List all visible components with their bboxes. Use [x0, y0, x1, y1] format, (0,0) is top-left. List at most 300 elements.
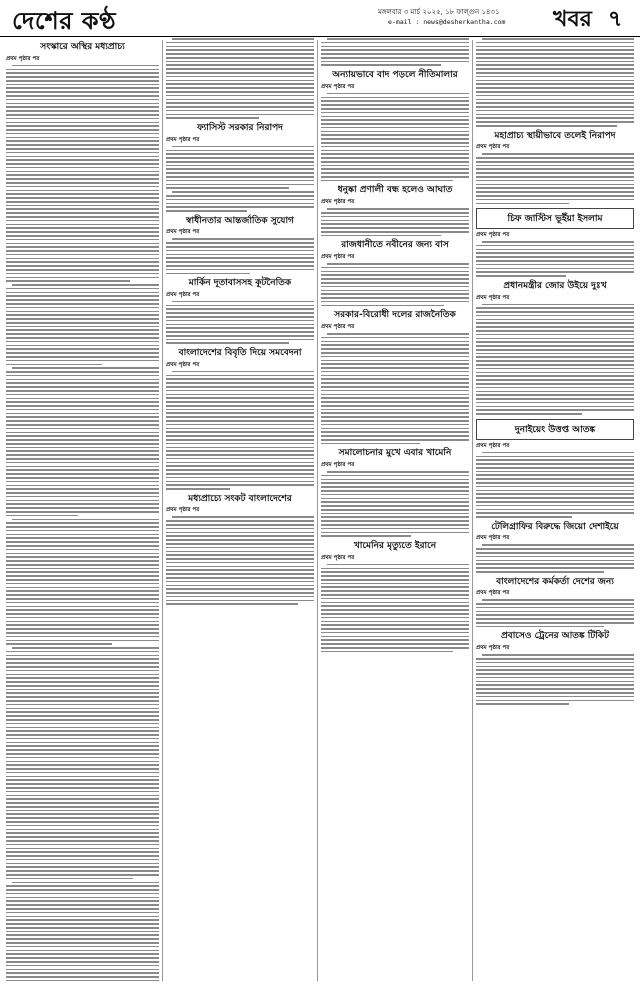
text-line — [6, 900, 159, 902]
text-line — [6, 265, 159, 267]
text-line — [6, 700, 159, 702]
text-line — [476, 76, 634, 78]
text-line — [166, 64, 314, 66]
article-paragraph — [321, 93, 469, 182]
text-line — [166, 458, 314, 460]
column-divider — [162, 40, 163, 981]
article-byline: প্রথম পৃষ্ঠার পর — [166, 229, 200, 236]
article-headline[interactable]: সরকার-বিরোধী দলের রাজনৈতিক — [334, 310, 456, 321]
text-line — [321, 513, 469, 515]
text-line — [6, 685, 159, 687]
text-line — [321, 590, 469, 592]
article — [321, 310, 469, 444]
text-line — [321, 271, 469, 273]
article-byline: প্রথম পৃষ্ঠার পর — [476, 590, 510, 597]
text-line — [6, 640, 159, 642]
text-line — [6, 692, 159, 694]
text-line — [166, 68, 314, 70]
text-line — [166, 308, 314, 310]
text-line — [6, 613, 159, 615]
text-line — [321, 375, 469, 377]
article-byline: প্রথম পৃষ্ঠার পর — [476, 232, 510, 239]
text-line — [321, 356, 469, 358]
text-line — [6, 398, 159, 400]
text-line — [321, 131, 469, 133]
article-byline: প্রথম পৃষ্ঠার পর — [476, 645, 510, 652]
article-byline: প্রথম পৃষ্ঠার পর — [476, 144, 510, 151]
text-line — [476, 172, 634, 174]
text-line — [476, 61, 634, 63]
text-line — [6, 80, 159, 82]
text-line — [166, 250, 314, 252]
text-line — [166, 269, 314, 271]
article-headline[interactable]: সংস্কারে অস্থির মধ্যপ্রাচ্য — [40, 42, 125, 52]
text-line — [321, 535, 411, 537]
text-line — [166, 409, 314, 411]
text-line — [476, 99, 634, 101]
article-headline[interactable]: রাজধানীতে নবীনের জন্য বাস — [341, 240, 449, 251]
text-line — [321, 231, 469, 233]
text-line — [166, 424, 314, 426]
text-line — [476, 383, 634, 385]
article-byline: প্রথম পৃষ্ঠার পর — [321, 83, 355, 90]
text-line — [166, 150, 314, 152]
article-paragraph — [166, 238, 314, 274]
text-line — [321, 64, 441, 66]
text-line — [321, 501, 469, 503]
article-byline: প্রথম পৃষ্ঠার পর — [321, 254, 355, 261]
text-line — [6, 428, 159, 430]
text-line — [321, 528, 469, 530]
text-line — [6, 749, 159, 751]
article-paragraph — [6, 519, 159, 645]
text-line — [6, 643, 112, 645]
column-3 — [321, 38, 469, 981]
text-line — [476, 391, 634, 393]
text-line — [6, 878, 133, 880]
article — [476, 38, 634, 127]
text-line — [476, 372, 634, 374]
text-line — [166, 603, 298, 605]
article-paragraph — [476, 654, 634, 705]
text-line — [166, 547, 314, 549]
text-line — [6, 556, 159, 558]
text-line — [166, 80, 314, 82]
newspaper-logo: দেশের কণ্ঠ — [12, 6, 117, 35]
text-line — [476, 571, 604, 573]
text-line — [6, 893, 159, 895]
text-line — [476, 334, 634, 336]
text-line — [476, 360, 634, 362]
text-line — [6, 708, 159, 710]
text-line — [476, 618, 634, 620]
text-line — [6, 908, 159, 910]
text-line — [321, 337, 469, 339]
text-line — [327, 208, 469, 210]
text-line — [321, 568, 469, 570]
text-line — [6, 617, 159, 619]
text-line — [6, 965, 159, 967]
text-line — [166, 265, 314, 267]
article-headline[interactable]: মার্কিন দূতাবাসসহ কূটনৈতিক — [188, 278, 292, 289]
text-line — [6, 889, 159, 891]
text-line — [6, 231, 159, 233]
text-line — [6, 390, 159, 392]
text-line — [166, 484, 314, 486]
text-line — [321, 647, 469, 649]
text-line — [6, 522, 159, 524]
text-line — [166, 375, 314, 377]
text-line — [6, 772, 159, 774]
text-line — [166, 305, 314, 307]
article-headline[interactable]: দুনাইয়েং উত্তপ্ত আতঙ্ক — [476, 419, 634, 440]
article — [476, 419, 634, 518]
text-line — [6, 821, 159, 823]
text-line — [166, 435, 314, 437]
issue-date: মঙ্গলবার ৩ মার্চ ২০২৫, ১৮ ফাল্গুন ১৪৩১ — [378, 8, 500, 16]
text-line — [6, 110, 159, 112]
text-line — [476, 413, 582, 415]
text-line — [6, 295, 159, 297]
text-line — [476, 87, 634, 89]
column-4 — [476, 38, 634, 981]
text-line — [6, 950, 159, 952]
text-line — [6, 95, 159, 97]
text-line — [327, 38, 469, 40]
article — [321, 70, 469, 181]
text-line — [166, 401, 314, 403]
text-line — [6, 72, 159, 74]
article-headline[interactable]: বাংলাদেশের বিবৃতি দিয়ে সমবেদনা — [178, 348, 302, 359]
text-line — [166, 443, 314, 445]
article-paragraph — [321, 38, 469, 66]
text-line — [6, 938, 159, 940]
text-line — [6, 375, 159, 377]
text-line — [6, 148, 159, 150]
text-line — [321, 363, 469, 365]
text-line — [321, 344, 469, 346]
text-line — [166, 42, 314, 44]
text-line — [327, 564, 469, 566]
text-line — [6, 469, 159, 471]
text-line — [476, 563, 634, 565]
text-line — [321, 412, 469, 414]
article-paragraph — [476, 153, 634, 204]
text-line — [6, 307, 159, 309]
text-line — [476, 560, 634, 562]
text-line — [166, 195, 314, 197]
text-line — [6, 364, 102, 366]
text-line — [6, 197, 159, 199]
text-line — [166, 161, 314, 163]
text-line — [172, 516, 314, 518]
text-line — [321, 267, 469, 269]
text-line — [6, 836, 159, 838]
text-line — [476, 463, 634, 465]
text-line — [321, 575, 469, 577]
text-line — [166, 397, 314, 399]
text-line — [6, 235, 159, 237]
text-line — [476, 456, 634, 458]
article-headline[interactable]: প্রধানমন্ত্রীর জোর উইয়ে দুঃখ — [503, 280, 607, 291]
text-line — [6, 159, 159, 161]
article-paragraph — [166, 371, 314, 490]
text-line — [166, 49, 314, 51]
text-line — [172, 191, 314, 193]
text-line — [6, 874, 159, 876]
text-line — [6, 69, 159, 71]
text-line — [327, 263, 469, 265]
text-line — [6, 961, 159, 963]
text-line — [321, 505, 469, 507]
text-line — [166, 176, 314, 178]
text-line — [6, 840, 159, 842]
text-line — [321, 643, 469, 645]
text-line — [166, 524, 314, 526]
text-line — [476, 260, 634, 262]
text-line — [321, 390, 469, 392]
text-line — [476, 264, 634, 266]
article-paragraph — [166, 301, 314, 344]
text-line — [476, 478, 634, 480]
text-line — [6, 711, 159, 713]
article-headline[interactable]: প্রবাসেও ট্রেনের আতঙ্ক টিকিট — [500, 631, 610, 642]
text-line — [6, 681, 159, 683]
article-headline[interactable]: বাংলাদেশের কর্মকর্তা দেশের জন্য — [496, 576, 614, 587]
text-line — [166, 157, 314, 159]
text-line — [6, 424, 159, 426]
text-line — [6, 401, 159, 403]
text-line — [6, 541, 159, 543]
text-line — [476, 57, 634, 59]
text-line — [166, 431, 314, 433]
text-line — [321, 49, 469, 51]
article-byline: প্রথম পৃষ্ঠার পর — [321, 324, 355, 331]
text-line — [476, 46, 634, 48]
text-line — [166, 342, 289, 344]
text-line — [6, 583, 159, 585]
article-headline[interactable]: ফ্যাসিস্ট সরকার নিরাপদ — [197, 123, 283, 133]
text-line — [6, 866, 159, 868]
text-line — [166, 592, 314, 594]
text-line — [321, 651, 453, 653]
article-headline[interactable]: সমালোচনার মুখে এবার খামেনি — [338, 448, 452, 459]
text-line — [321, 112, 469, 114]
text-line — [166, 543, 314, 545]
text-line — [321, 628, 469, 630]
text-line — [321, 53, 469, 55]
text-line — [476, 467, 634, 469]
text-line — [6, 696, 159, 698]
text-line — [321, 348, 469, 350]
text-line — [476, 319, 634, 321]
text-line — [166, 273, 250, 275]
article — [166, 123, 314, 212]
text-line — [166, 428, 314, 430]
article — [321, 185, 469, 236]
text-line — [476, 471, 634, 473]
text-line — [6, 326, 159, 328]
text-line — [6, 212, 159, 214]
text-line — [172, 238, 314, 240]
text-line — [476, 505, 634, 507]
article — [476, 208, 634, 277]
text-line — [6, 227, 159, 229]
article-headline[interactable]: অন্যায়ভাবে বাদ পড়লে নীতিমালার — [332, 70, 458, 81]
text-line — [476, 666, 634, 668]
text-line — [6, 333, 159, 335]
text-line — [166, 320, 314, 322]
text-line — [476, 330, 634, 332]
text-line — [166, 600, 314, 602]
text-line — [6, 549, 159, 551]
text-line — [476, 191, 634, 193]
text-line — [6, 795, 159, 797]
text-line — [6, 621, 159, 623]
text-line — [476, 700, 634, 702]
text-line — [6, 216, 159, 218]
text-line — [6, 144, 159, 146]
text-line — [476, 607, 634, 609]
article-headline[interactable]: টেলিগ্রাফির বিরুদ্ধে জিয়ো দেশাইয়ে — [491, 521, 619, 532]
text-line — [6, 897, 159, 899]
text-line — [6, 942, 159, 944]
text-line — [166, 412, 314, 414]
text-line — [321, 636, 469, 638]
text-line — [6, 473, 159, 475]
text-line — [166, 172, 314, 174]
article-headline[interactable]: চিফ জাস্টিস ভূইঁয়া ইসলাম — [476, 208, 634, 229]
text-line — [476, 165, 634, 167]
contact-email[interactable]: e-mail : news@desherkantha.com — [388, 18, 506, 26]
text-line — [327, 333, 469, 335]
text-line — [166, 87, 314, 89]
text-line — [6, 481, 159, 483]
article-headline[interactable]: মহাপ্রাচ্য স্থায়ীভাবে তলেই নিরাপদ — [494, 130, 616, 141]
text-line — [321, 490, 469, 492]
text-line — [476, 187, 634, 189]
column-divider — [317, 40, 318, 981]
text-line — [6, 91, 159, 93]
text-line — [166, 76, 314, 78]
article — [166, 216, 314, 274]
text-line — [6, 314, 159, 316]
text-line — [166, 257, 314, 259]
text-line — [6, 545, 159, 547]
article-paragraph — [6, 367, 159, 516]
text-line — [6, 190, 159, 192]
text-line — [6, 500, 159, 502]
text-line — [166, 386, 314, 388]
text-line — [12, 284, 159, 286]
article-headline[interactable]: ধনুষ্কা প্রণালী বন্ধ হলেও আঘাত — [337, 185, 453, 196]
text-line — [6, 609, 159, 611]
text-line — [476, 552, 634, 554]
text-line — [321, 532, 469, 534]
text-line — [6, 337, 159, 339]
text-line — [321, 138, 469, 140]
text-line — [476, 375, 634, 377]
article — [476, 631, 634, 705]
text-line — [321, 176, 469, 178]
text-line — [166, 46, 314, 48]
text-line — [476, 516, 572, 518]
text-line — [476, 688, 634, 690]
text-line — [476, 256, 634, 258]
text-line — [476, 356, 634, 358]
text-line — [476, 459, 634, 461]
text-line — [476, 117, 634, 119]
text-line — [166, 339, 314, 341]
text-line — [6, 655, 159, 657]
text-line — [476, 658, 634, 660]
text-line — [6, 356, 159, 358]
text-line — [321, 104, 469, 106]
text-line — [321, 227, 469, 229]
text-line — [476, 83, 634, 85]
text-line — [6, 851, 159, 853]
text-line — [321, 624, 469, 626]
article — [476, 522, 634, 573]
text-line — [172, 38, 314, 40]
text-line — [321, 435, 469, 437]
text-line — [12, 367, 159, 369]
text-line — [321, 123, 469, 125]
text-line — [6, 515, 78, 517]
text-line — [321, 220, 469, 222]
text-line — [321, 583, 469, 585]
text-line — [6, 719, 159, 721]
article-headline[interactable]: স্বাধীনতার আন্তর্জাতিক সুযোগ — [186, 215, 294, 226]
text-line — [6, 923, 159, 925]
text-line — [321, 371, 469, 373]
text-line — [6, 575, 159, 577]
text-line — [6, 273, 159, 275]
article — [476, 131, 634, 205]
text-line — [6, 477, 159, 479]
text-line — [6, 156, 159, 158]
text-line — [476, 501, 634, 503]
text-line — [476, 490, 634, 492]
text-line — [6, 386, 159, 388]
text-line — [476, 626, 604, 628]
text-line — [6, 220, 159, 222]
text-line — [476, 622, 634, 624]
text-line — [6, 163, 159, 165]
page-number: ৭ — [608, 6, 623, 32]
text-line — [166, 91, 314, 93]
article-headline[interactable]: খামেনির মৃত্যুতে ইরানে — [353, 540, 437, 551]
text-line — [321, 57, 469, 59]
column-divider — [472, 40, 473, 981]
article-headline[interactable]: মধ্যপ্রাচ্যে সংকট বাংলাদেশের — [188, 493, 292, 504]
text-line — [166, 199, 314, 201]
text-line — [321, 278, 469, 280]
article-paragraph — [476, 452, 634, 518]
text-line — [166, 477, 314, 479]
text-line — [6, 129, 159, 131]
text-line — [166, 110, 314, 112]
text-line — [6, 360, 159, 362]
text-line — [321, 216, 469, 218]
text-line — [321, 286, 469, 288]
text-line — [321, 42, 469, 44]
text-line — [321, 127, 469, 129]
text-line — [6, 934, 159, 936]
text-line — [6, 810, 159, 812]
text-line — [6, 848, 159, 850]
article-paragraph — [166, 146, 314, 189]
